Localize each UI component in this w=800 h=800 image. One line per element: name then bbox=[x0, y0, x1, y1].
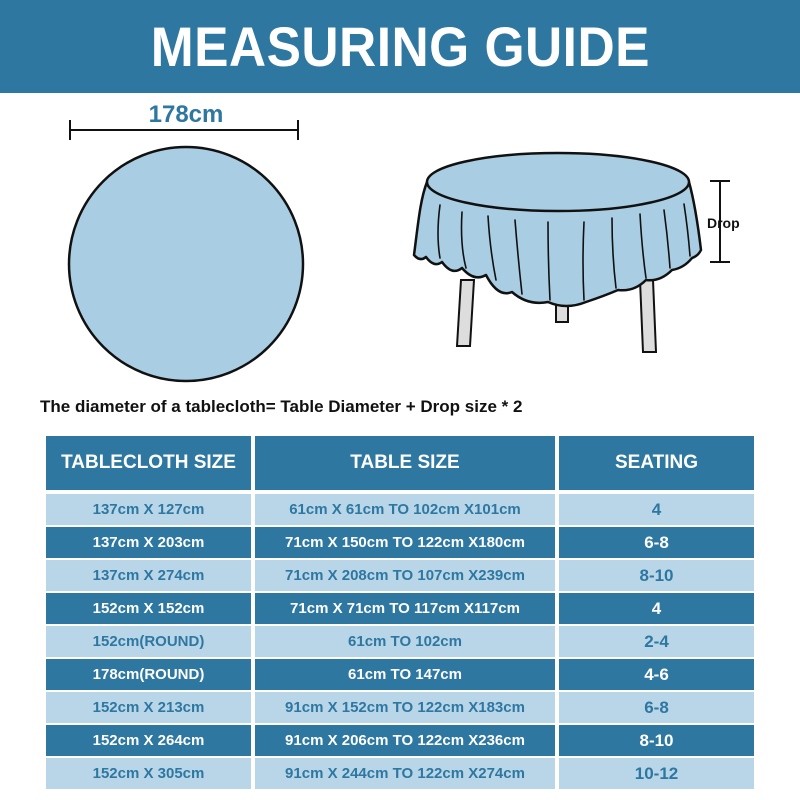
cell-table-size: 61cm TO 102cm bbox=[255, 626, 555, 659]
table-top bbox=[427, 153, 689, 211]
draped-tablecloth bbox=[414, 153, 701, 306]
cell-seating: 10-12 bbox=[559, 758, 754, 791]
cell-tablecloth-size: 137cm X 274cm bbox=[46, 560, 251, 593]
cell-seating: 8-10 bbox=[559, 725, 754, 758]
header-seating: SEATING bbox=[559, 436, 754, 494]
cell-tablecloth-size: 152cm X 152cm bbox=[46, 593, 251, 626]
cell-seating: 2-4 bbox=[559, 626, 754, 659]
cell-seating: 6-8 bbox=[559, 692, 754, 725]
cell-tablecloth-size: 152cm X 213cm bbox=[46, 692, 251, 725]
cell-tablecloth-size: 152cm X 305cm bbox=[46, 758, 251, 791]
cell-seating: 6-8 bbox=[559, 527, 754, 560]
header-table-size: TABLE SIZE bbox=[255, 436, 555, 494]
formula-text: The diameter of a tablecloth= Table Diameter + Drop size * 2 bbox=[40, 397, 523, 416]
drop-label: Drop bbox=[707, 215, 740, 231]
cell-table-size: 91cm X 244cm TO 122cm X274cm bbox=[255, 758, 555, 791]
cell-tablecloth-size: 137cm X 127cm bbox=[46, 494, 251, 527]
round-tablecloth-top-view bbox=[69, 147, 303, 381]
cell-tablecloth-size: 137cm X 203cm bbox=[46, 527, 251, 560]
title-banner bbox=[0, 0, 800, 93]
cell-table-size: 71cm X 208cm TO 107cm X239cm bbox=[255, 560, 555, 593]
cell-table-size: 91cm X 152cm TO 122cm X183cm bbox=[255, 692, 555, 725]
cell-table-size: 61cm X 61cm TO 102cm X101cm bbox=[255, 494, 555, 527]
cell-seating: 4 bbox=[559, 593, 754, 626]
cell-tablecloth-size: 152cm X 264cm bbox=[46, 725, 251, 758]
cell-seating: 8-10 bbox=[559, 560, 754, 593]
size-table bbox=[46, 436, 754, 791]
cell-seating: 4-6 bbox=[559, 659, 754, 692]
cell-seating: 4 bbox=[559, 494, 754, 527]
cell-table-size: 91cm X 206cm TO 122cm X236cm bbox=[255, 725, 555, 758]
cell-tablecloth-size: 178cm(ROUND) bbox=[46, 659, 251, 692]
cell-table-size: 61cm TO 147cm bbox=[255, 659, 555, 692]
cell-table-size: 71cm X 150cm TO 122cm X180cm bbox=[255, 527, 555, 560]
page-title: MEASURING GUIDE bbox=[150, 15, 650, 78]
header-tablecloth-size: TABLECLOTH SIZE bbox=[46, 436, 251, 494]
cell-table-size: 71cm X 71cm TO 117cm X117cm bbox=[255, 593, 555, 626]
diameter-label: 178cm bbox=[148, 101, 224, 128]
cell-tablecloth-size: 152cm(ROUND) bbox=[46, 626, 251, 659]
tablecloth-illustration bbox=[0, 93, 800, 393]
